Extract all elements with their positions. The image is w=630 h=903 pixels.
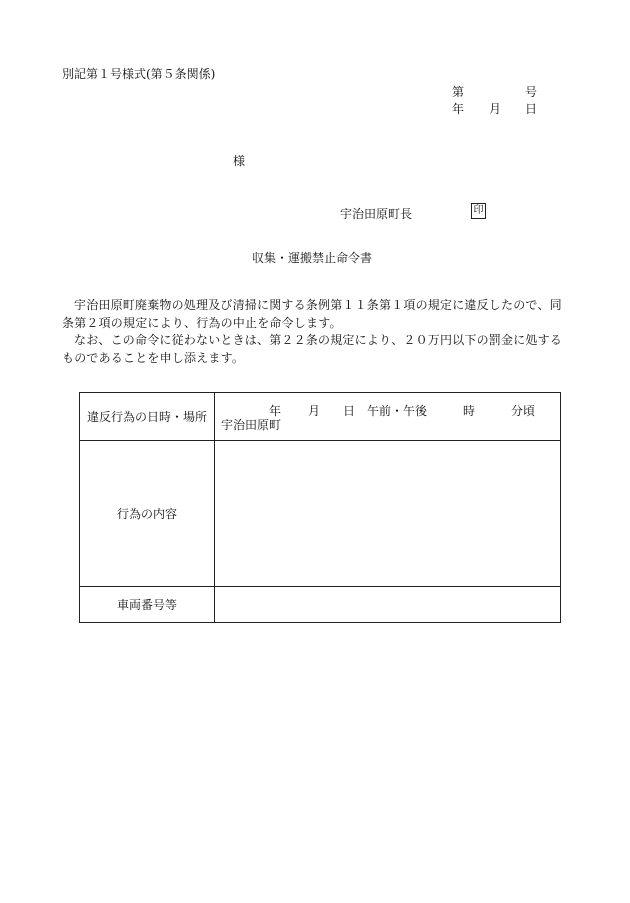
table-row [80,393,561,441]
vehicle-number-cell [215,587,561,623]
dt-hour: 時 [463,403,476,418]
table-row [80,441,561,587]
issue-date-year: 年 [452,102,465,116]
body-paragraph-2: なお、この命令に従わないときは、第２２条の規定により、２０万円以下の罰金に処するものであることを申し添えます。 [62,333,563,365]
issuer-title: 宇治田原町長 [340,207,413,221]
act-content-label: 行為の内容 [80,441,215,587]
document-title: 収集・運搬禁止命令書 [252,251,373,265]
dt-ampm: 午前・午後 [367,403,428,418]
doc-number-prefix: 第 [452,85,465,99]
violation-datetime-place-cell [215,393,561,441]
addressee-honorific: 様 [233,154,246,168]
table-row [80,587,561,623]
dt-minute: 分頃 [511,403,536,418]
issue-date-day: 日 [525,102,538,116]
violation-table [79,392,561,623]
violation-datetime-place-label: 違反行為の日時・場所 [80,393,215,441]
vehicle-number-label: 車両番号等 [80,587,215,623]
seal-mark: 印 [471,203,486,219]
form-number-label: 別記第１号様式(第５条関係) [62,67,216,81]
act-content-cell [215,441,561,587]
place-line: 宇治田原町 [221,417,282,432]
dt-day: 日 [343,403,356,418]
datetime-line [215,396,560,416]
doc-number-suffix: 号 [525,85,538,99]
document-body [62,297,562,367]
issue-date-month: 月 [489,102,502,116]
dt-year: 年 [269,403,282,418]
body-paragraph-1: 宇治田原町廃棄物の処理及び清掃に関する条例第１１条第１項の規定に違反したので、同条第２項の規定により、行為の中止を命令します。 [62,298,562,330]
dt-month: 月 [308,403,321,418]
